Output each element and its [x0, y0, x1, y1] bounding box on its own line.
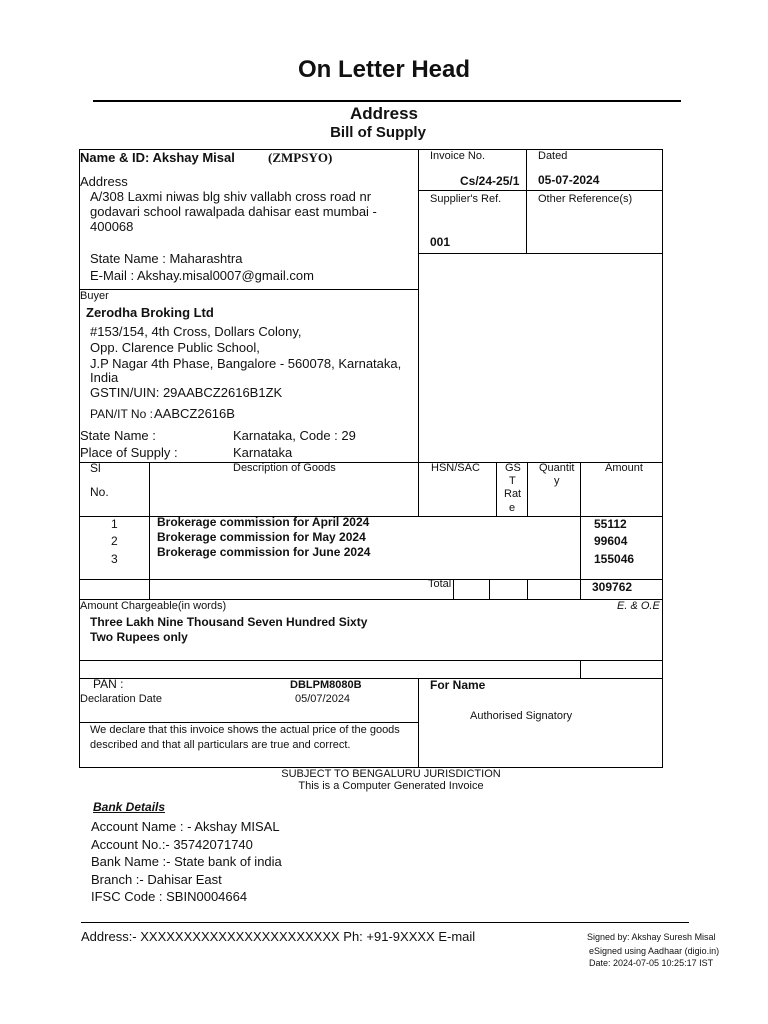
place-of-supply-label: Place of Supply : [80, 445, 178, 460]
buyer-label: Buyer [80, 290, 109, 302]
invoice-no: Cs/24-25/1 [460, 174, 520, 188]
declaration-text-1: We declare that this invoice shows the actual price of the goods [90, 724, 400, 736]
col-header-gst-2: T [509, 475, 516, 487]
for-name: For Name [430, 678, 486, 692]
dated-label: Dated [538, 150, 568, 162]
col-header-hsn: HSN/SAC [431, 462, 480, 474]
declaration-top [79, 678, 663, 679]
bank-name: Bank Name :- State bank of india [91, 854, 282, 869]
amount-words-cell-line [580, 660, 581, 678]
signature-date: Date: 2024-07-05 10:25:17 IST [589, 958, 714, 968]
col-line-qty [580, 462, 581, 599]
buyer-state-label: State Name : [80, 428, 156, 443]
bank-account-no: Account No.:- 35742071740 [91, 837, 253, 852]
invoice-divider [526, 149, 527, 253]
row-2-amount: 99604 [594, 534, 628, 548]
declaration-date-label: Declaration Date [80, 693, 162, 705]
table-header-top [79, 462, 663, 463]
table-body-bottom [79, 579, 663, 580]
letter-head-title: On Letter Head [297, 56, 471, 83]
row-3-description: Brokerage commission for June 2024 [157, 545, 371, 559]
buyer-name: Zerodha Broking Ltd [86, 305, 214, 320]
col-header-description: Description of Goods [233, 462, 336, 474]
col-header-gst-4: e [509, 502, 516, 514]
row-1-description: Brokerage commission for April 2024 [157, 515, 370, 529]
row-1-amount: 55112 [594, 517, 627, 531]
row-3-amount: 155046 [594, 552, 635, 566]
col-header-qty-2: y [554, 475, 560, 487]
declaration-inner-line [79, 722, 418, 723]
bank-ifsc: IFSC Code : SBIN0004664 [91, 889, 248, 904]
jurisdiction: SUBJECT TO BENGALURU JURISDICTION [281, 768, 501, 780]
invoice-row-line-2 [418, 253, 663, 254]
declaration-divider [418, 678, 419, 768]
footer-address: Address:- XXXXXXXXXXXXXXXXXXXXXXX Ph: +91-9XXXX E-mail [81, 929, 476, 944]
esigned-note: eSigned using Aadhaar (digio.in) [589, 946, 720, 956]
row-1-sl: 1 [111, 517, 118, 531]
buyer-pan-label: PAN/IT No : [90, 407, 153, 421]
row-2-sl: 2 [111, 534, 118, 548]
supplier-ref-label: Supplier's Ref. [430, 193, 502, 205]
bank-branch: Branch :- Dahisar East [91, 872, 222, 887]
header-rule [93, 100, 681, 102]
buyer-address-1: #153/154, 4th Cross, Dollars Colony, [90, 324, 302, 339]
computer-generated-note: This is a Computer Generated Invoice [298, 780, 484, 792]
column-divider [418, 149, 419, 462]
buyer-gstin: GSTIN/UIN: 29AABCZ2616B1ZK [90, 385, 283, 400]
col-header-gst-1: GS [505, 462, 521, 474]
col-header-sl: Sl [90, 461, 101, 475]
col-line-desc [418, 462, 419, 516]
buyer-address-4: India [90, 370, 119, 385]
col-line-hsn [496, 462, 497, 516]
total-value: 309762 [592, 580, 633, 594]
seller-email: E-Mail : Akshay.misal0007@gmail.com [90, 268, 314, 283]
amount-words-bottom [79, 660, 663, 661]
place-of-supply-value: Karnataka [233, 445, 293, 460]
buyer-address-2: Opp. Clarence Public School, [90, 340, 260, 355]
invoice-no-label: Invoice No. [430, 150, 486, 162]
col-header-no: No. [90, 485, 109, 499]
pan-value: DBLPM8080B [290, 679, 362, 691]
total-cell-line-1 [453, 579, 454, 599]
amount-words-line-1: Three Lakh Nine Thousand Seven Hundred Sixty [90, 615, 368, 629]
footer-rule [81, 922, 689, 923]
seller-state: State Name : Maharashtra [90, 251, 243, 266]
total-label: Total [428, 578, 452, 590]
supplier-ref: 001 [430, 235, 451, 249]
buyer-top-line [79, 289, 418, 290]
invoice-row-line [418, 190, 663, 191]
signed-by: Signed by: Akshay Suresh Misal [587, 932, 716, 942]
col-header-amount: Amount [605, 462, 643, 474]
document-type: Bill of Supply [330, 124, 426, 141]
seller-id: (ZMPSYO) [268, 150, 333, 165]
col-line-sl [149, 462, 150, 599]
bank-account-name: Account Name : - Akshay MISAL [91, 819, 280, 834]
eoe-label: E. & O.E [617, 600, 660, 612]
col-header-qty-1: Quantit [539, 462, 575, 474]
amount-words-line-2: Two Rupees only [90, 630, 188, 644]
row-3-sl: 3 [111, 552, 118, 566]
buyer-address-3: J.P Nagar 4th Phase, Bangalore - 560078, Karnataka, [90, 356, 402, 371]
other-ref-label: Other Reference(s) [538, 193, 633, 205]
row-2-description: Brokerage commission for May 2024 [157, 530, 366, 544]
header-address: Address [349, 104, 419, 123]
declaration-date: 05/07/2024 [295, 693, 351, 705]
amount-words-label: Amount Chargeable(in words) [80, 600, 227, 612]
dated-value: 05-07-2024 [538, 173, 600, 187]
total-cell-line-2 [489, 579, 490, 599]
buyer-state-value: Karnataka, Code : 29 [233, 428, 356, 443]
seller-name: Name & ID: Akshay Misal [80, 150, 235, 165]
seller-address: A/308 Laxmi niwas blg shiv vallabh cross road nr godavari school rawalpada dahisar east mumbai - 400068 [90, 189, 377, 234]
bank-details-heading: Bank Details [93, 800, 166, 814]
col-line-gst [527, 462, 528, 516]
col-header-gst-3: Rat [504, 488, 522, 500]
seller-address-label: Address [80, 174, 128, 189]
authorised-signatory: Authorised Signatory [470, 710, 573, 722]
pan-label: PAN : [93, 677, 124, 691]
total-cell-line-3 [527, 579, 528, 599]
declaration-text-2: described and that all particulars are true and correct. [90, 739, 351, 751]
buyer-pan: AABCZ2616B [154, 406, 235, 421]
